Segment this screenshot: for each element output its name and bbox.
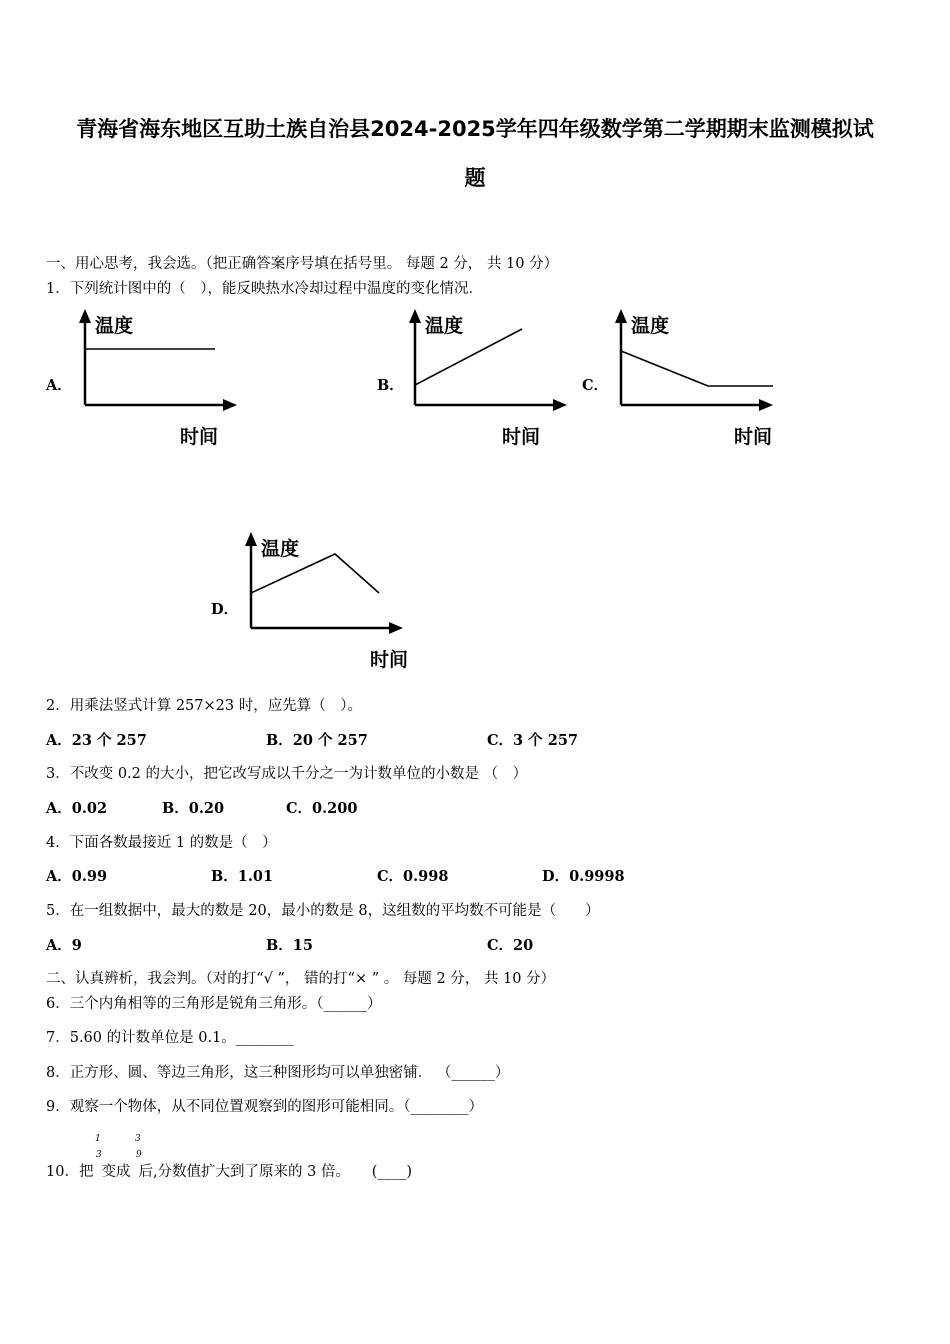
question-2: 2．用乘法竖式计算 257×23 时，应先算（ ）。: [46, 698, 362, 714]
y-axis-label: 温度: [261, 538, 300, 560]
graph-b: [400, 305, 580, 455]
y-axis-label: 温度: [425, 315, 464, 337]
question-10: [46, 1160, 412, 1181]
x-axis-label: 时间: [734, 426, 773, 448]
graph-c: [606, 305, 786, 455]
q4-option-c: C．0.998: [377, 868, 449, 885]
q10-prefix: 10．把: [46, 1164, 94, 1180]
question-7: 7．5.60 的计数单位是 0.1。________: [46, 1030, 294, 1046]
y-axis-label: 温度: [631, 315, 670, 337]
graph-d: [236, 528, 416, 678]
question-3: 3．不改变 0.2 的大小，把它改写成以千分之一为计数单位的小数是 （ ）: [46, 766, 528, 782]
x-axis-label: 时间: [502, 426, 541, 448]
q5-option-c: C．20: [487, 937, 534, 954]
question-6: 6．三个内角相等的三角形是锐角三角形。（______）: [46, 996, 382, 1012]
q3-option-b: B．0.20: [162, 800, 225, 817]
q4-option-a: A．0.99: [46, 868, 108, 885]
q5-option-b: B．15: [266, 937, 313, 954]
option-b-label: B．: [377, 377, 404, 394]
question-1: 1．下列统计图中的（ ），能反映热水冷却过程中温度的变化情况．: [46, 281, 483, 297]
page-title-line1: 青海省海东地区互助土族自治县2024-2025学年四年级数学第二学期期末监测模拟试: [76, 117, 874, 141]
q4-option-d: D．0.9998: [542, 868, 625, 885]
q2-option-b: B．20 个 257: [266, 732, 368, 749]
section-1-heading: 一、用心思考，我会选。（把正确答案序号填在括号里。 每题 2 分， 共 10 分）: [46, 256, 559, 272]
x-axis-label: 时间: [370, 649, 409, 671]
fraction-2-numerator: 3: [135, 1134, 141, 1144]
option-d-label: D．: [211, 601, 239, 618]
fraction-1-denominator: 3: [96, 1150, 102, 1160]
section-2-heading: 二、认真辨析，我会判。（对的打“√ ”， 错的打“× ” 。 每题 2 分， 共 10 分）: [46, 971, 556, 987]
question-9: 9．观察一个物体，从不同位置观察到的图形可能相同。（________）: [46, 1099, 483, 1115]
q10-suffix: 后,分数值扩大到了原来的 3 倍。 (____): [138, 1164, 413, 1180]
question-4: 4．下面各数最接近 1 的数是（ ）: [46, 835, 277, 851]
option-c-label: C．: [582, 377, 609, 394]
q10-middle: 变成: [101, 1164, 131, 1180]
question-5: 5．在一组数据中，最大的数是 20，最小的数是 8，这组数的平均数不可能是（ ）: [46, 903, 600, 919]
x-axis-label: 时间: [180, 426, 219, 448]
fraction-1-numerator: 1: [95, 1134, 101, 1144]
q4-option-b: B．1.01: [211, 868, 274, 885]
fraction-2-denominator: 9: [136, 1150, 142, 1160]
q5-option-a: A．9: [46, 937, 82, 954]
page-title-line2: 题: [464, 166, 486, 190]
question-8: 8．正方形、圆、等边三角形，这三种图形均可以单独密铺． （______）: [46, 1065, 510, 1081]
option-a-label: A．: [46, 377, 72, 394]
graph-a: [70, 305, 250, 455]
q2-option-c: C．3 个 257: [487, 732, 578, 749]
q2-option-a: A．23 个 257: [46, 732, 147, 749]
y-axis-label: 温度: [95, 315, 134, 337]
q3-option-c: C．0.200: [286, 800, 358, 817]
q3-option-a: A．0.02: [46, 800, 108, 817]
